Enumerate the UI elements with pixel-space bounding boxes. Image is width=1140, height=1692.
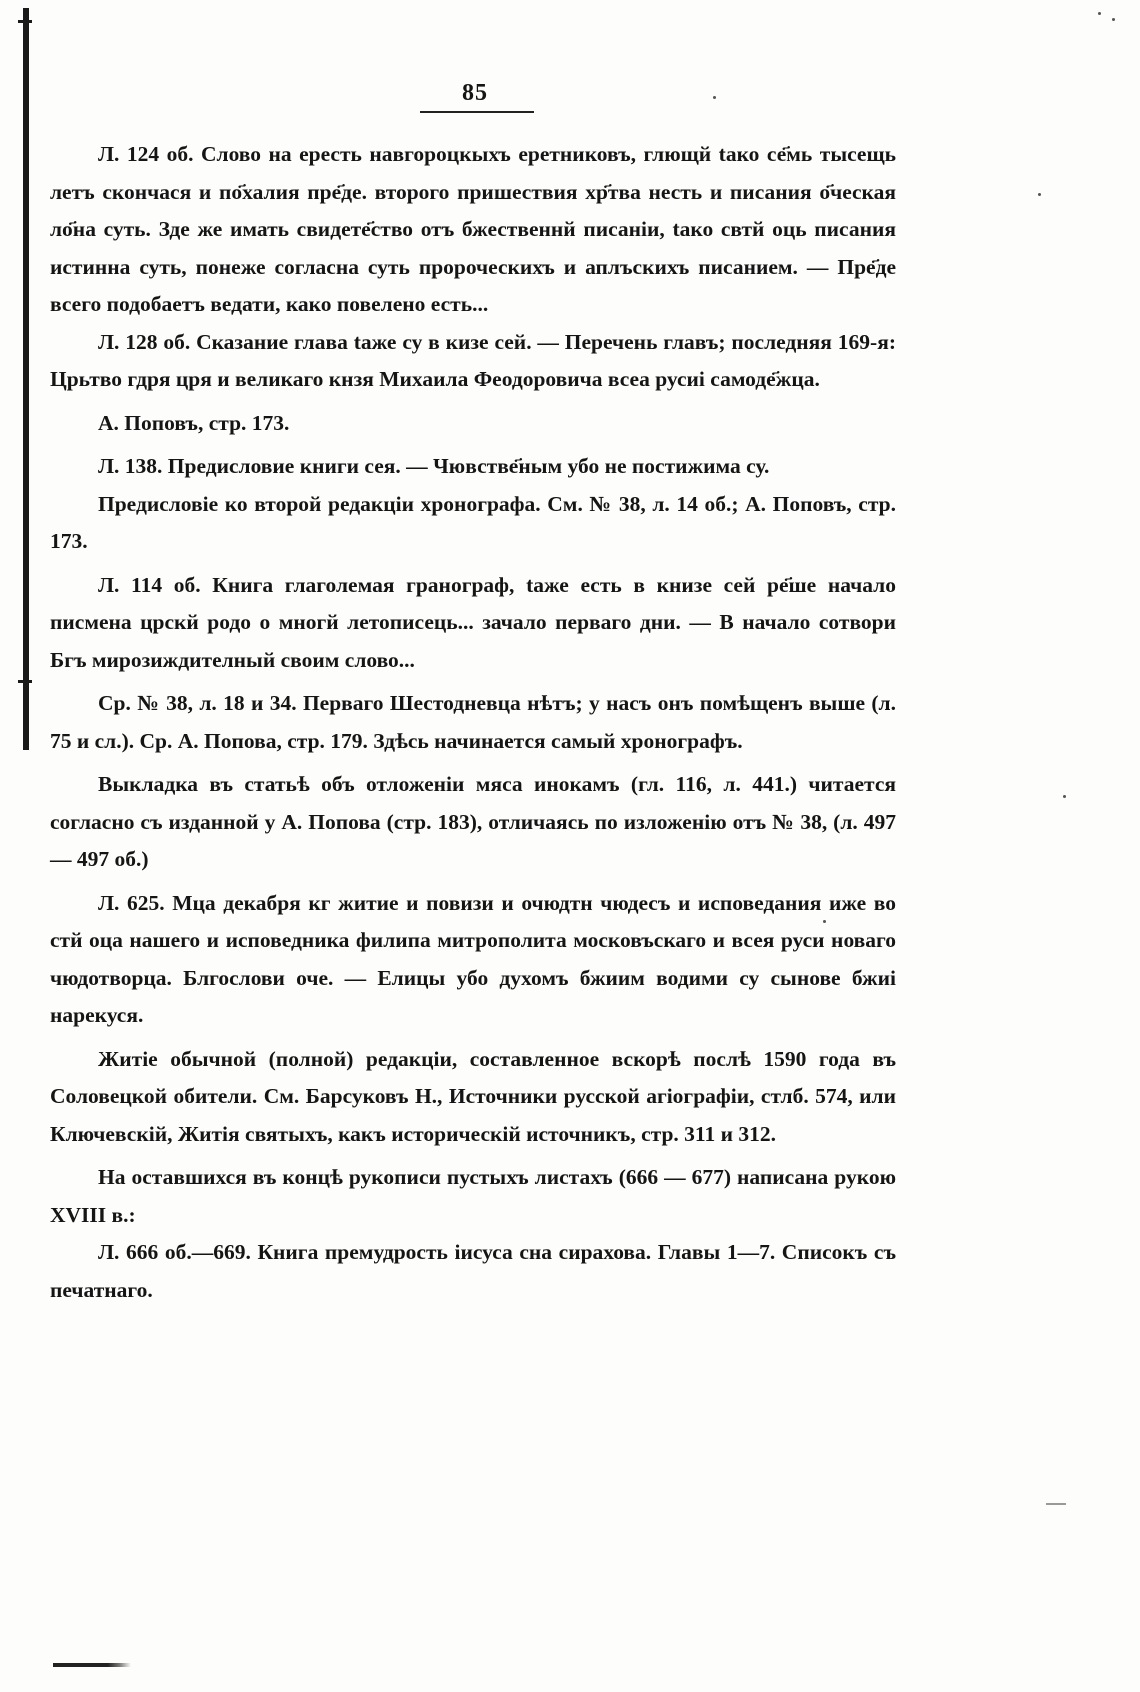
scan-speck [1038, 193, 1041, 196]
scan-mark-bottom [53, 1663, 131, 1667]
scan-speck [1112, 18, 1115, 21]
paragraph-l124: Л. 124 об. Слово на ересть навгороцкыхъ еретниковъ, глющй tако се҃мь тысещь летъ скончася и по҃халия пре҃де. второго пришествия хр҃тва несть и писания о҃ческая ло҃на суть. Зде же имать свидете҃ство отъ бжественнй писанiи, tако свтй оць писания истинна суть, понеже согласна суть пророческихъ и аплъскихъ писанием. — Пре҃де всего подобаетъ ведати, како повелено есть... [50, 142, 896, 316]
scan-mark-right [1046, 1503, 1066, 1505]
scan-speck [1063, 795, 1066, 798]
paragraph-l138: Л. 138. Предиcловие книги сея. — Чювстве҃ным убо не постижима су. [98, 454, 770, 478]
page-body [50, 136, 896, 1309]
binding-edge-tick [18, 680, 32, 683]
scan-speck [1098, 12, 1101, 15]
paragraph-sr38-note: Ср. № 38, л. 18 и 34. Перваго Шестодневца нѣтъ; у насъ онъ помѣщенъ выше (л. 75 и сл.). Ср. А. Попова, стр. 179. Здѣсь начинается самый хронографъ. [50, 691, 896, 753]
paragraph-l114: Л. 114 об. Книга глаголемая гранограф, tаже есть в книзе сей ре҃ше начало писмена црскй родо о многй летописець... зачало перваго дни. — В начало сотвори Бгъ мирозиждителный своим слово... [50, 572, 896, 672]
page-number-rule [420, 111, 534, 113]
paragraph-l625: Л. 625. Мца декабря кг житие и повизи и очюдтн чюдесъ и исповедания иже во стй оца нашего и исповедника филипа митрополита московъскаго и всея руси новаго чюдотворца. Блгослови оче. — Елицы убо духомъ бжиим водими су сынове бжиi нарекуся. [50, 890, 896, 1027]
paragraph-empty-leaves-note: На оставшихся въ концѣ рукописи пустыхъ листахъ (666 — 677) написана рукою XVIII в.: [50, 1165, 896, 1227]
binding-edge-tick [18, 20, 32, 23]
paragraph-l128: Л. 128 об. Сказание глава tаже су в кизе сей. — Перечень главъ; последняя 169-я: Црьтво гдря цря и великаго кнзя Михаила Феодоровича всеа русиi самоде҃жца. [50, 329, 896, 391]
paragraph-zhitie-note: Житiе обычной (полной) редакцiи, составленное вскорѣ послѣ 1590 года въ Соловецкой обители. См. Барсуковъ Н., Источники русской агiографiи, стлб. 574, или Ключевскiй, Житiя святыхъ, какъ историческiй источникъ, стр. 311 и 312. [50, 1046, 896, 1146]
paragraph-preface-note: Предисловiе ко второй редакцiи хронографа. См. № 38, л. 14 об.; А. Поповъ, стр. 173. [50, 491, 896, 553]
binding-edge-shadow [23, 8, 29, 750]
page-number: 85 [462, 80, 488, 106]
paragraph-popov-ref: А. Поповъ, стр. 173. [98, 410, 290, 435]
paragraph-vykladka-note: Выкладка въ статьѣ объ отложенiи мяса инокамъ (гл. 116, л. 441.) читается согласно съ изданной у А. Попова (стр. 183), отличаясь по изложенiю отъ № 38, (л. 497 — 497 об.) [50, 772, 896, 871]
paragraph-l666: Л. 666 об.—669. Книга премудрость iисуса сна сирахова. Главы 1—7. Списокъ съ печатнаго. [50, 1240, 896, 1302]
